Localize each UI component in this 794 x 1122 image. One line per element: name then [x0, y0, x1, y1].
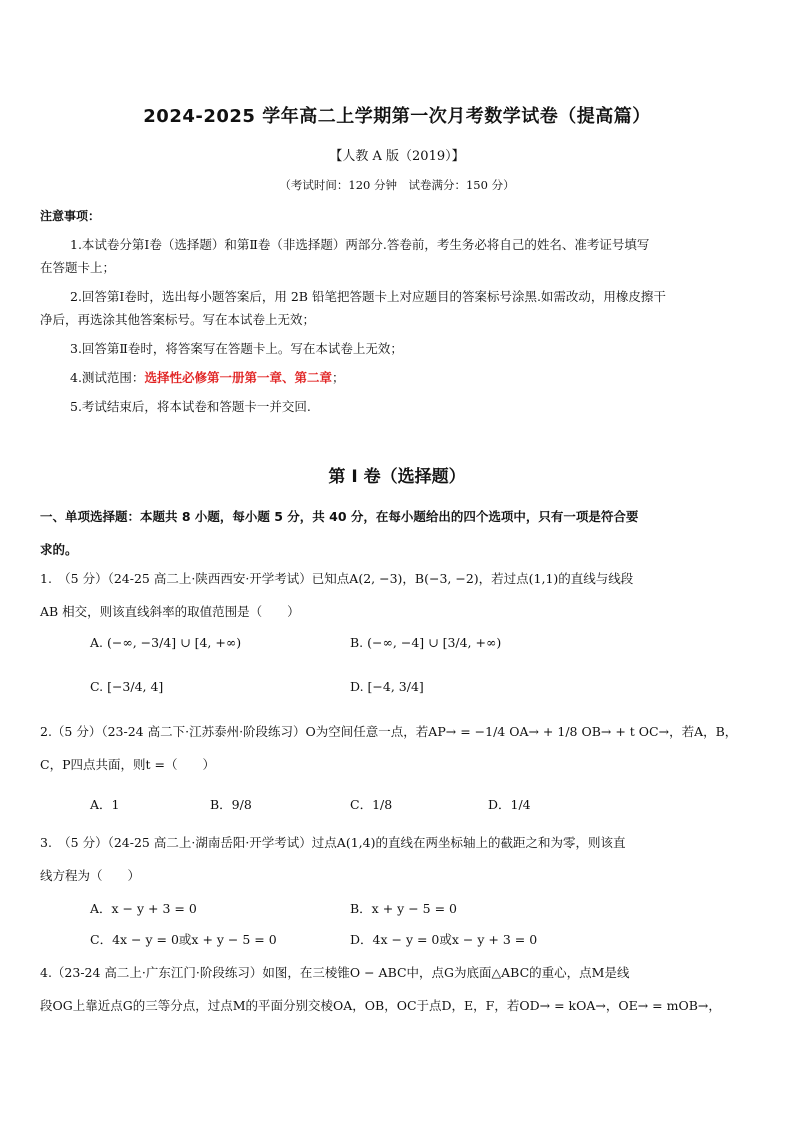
- question-4-line-2: 段OG上靠近点G的三等分点，过点M的平面分别交棱OA，OB，OC于点D，E，F，若OD→ = kOA→，OE→ = mOB→，: [40, 998, 721, 1013]
- question-1-option-b[interactable]: B. (−∞, −4] ∪ [3/4, +∞): [350, 635, 502, 650]
- question-1-line-2: AB 相交，则该直线斜率的取值范围是（ ）: [40, 604, 300, 619]
- question-1-options-row-2: [90, 679, 730, 707]
- notice-item-2: 2.回答第Ⅰ卷时，选出每小题答案后，用 2B 铅笔把答题卡上对应题目的答案标号涂黑.如需改动，用橡皮擦干: [70, 289, 666, 304]
- notice-item-4-suffix: ；: [331, 370, 345, 385]
- question-1-option-a[interactable]: A. (−∞, −3/4] ∪ [4, +∞): [90, 635, 242, 650]
- question-3-option-b[interactable]: B．x + y − 5 = 0: [350, 901, 457, 916]
- question-3-line-2: 线方程为（ ）: [40, 868, 141, 883]
- part-heading-line-1: 一、单项选择题：本题共 8 小题，每小题 5 分，共 40 分，在每小题给出的四个选项中，只有一项是符合要: [40, 509, 639, 524]
- question-3-option-c[interactable]: C．4x − y = 0或x + y − 5 = 0: [90, 932, 277, 947]
- question-3-option-d[interactable]: D．4x − y = 0或x − y + 3 = 0: [350, 932, 538, 947]
- notice-item-1-cont: 在答题卡上；: [40, 260, 116, 275]
- notice-item-5: 5.考试结束后，将本试卷和答题卡一并交回.: [70, 399, 311, 414]
- notice-item-3: 3.回答第Ⅱ卷时，将答案写在答题卡上。写在本试卷上无效；: [70, 341, 403, 356]
- question-1-option-c[interactable]: C. [−3/4, 4]: [90, 679, 164, 694]
- part-heading: [40, 500, 760, 566]
- notice-item-1: 1.本试卷分第Ⅰ卷（选择题）和第Ⅱ卷（非选择题）两部分.答卷前，考生务必将自己的姓名、准考证号填写: [70, 237, 650, 252]
- question-2-options: [90, 795, 730, 823]
- question-3-line-1: 3. （5 分）（24-25 高二上·湖南岳阳·开学考试）过点A(1,4)的直线在两坐标轴上的截距之和为零，则该直: [40, 835, 626, 850]
- question-3-options-row-1: [90, 899, 730, 927]
- question-2-option-d[interactable]: D．1/4: [488, 797, 531, 812]
- question-4: [40, 956, 760, 1022]
- question-1-option-d[interactable]: D. [−4, 3/4]: [350, 679, 424, 694]
- notice-item-4: [40, 368, 760, 388]
- question-1: [40, 562, 760, 628]
- notice-item-2-cont: 净后，再选涂其他答案标号。写在本试卷上无效；: [40, 312, 316, 327]
- question-3-option-a[interactable]: A．x − y + 3 = 0: [90, 901, 197, 916]
- question-2-option-c[interactable]: C．1/8: [350, 797, 393, 812]
- exam-info: （考试时间：120 分钟 试卷满分：150 分）: [279, 178, 515, 192]
- notice-item-4-prefix: 4.测试范围：: [70, 370, 145, 385]
- question-4-line-1: 4.（23-24 高二上·广东江门·阶段练习）如图，在三棱锥O − ABC中，点G为底面△ABC的重心，点M是线: [40, 965, 630, 980]
- edition-label: 【人教 A 版（2019）】: [329, 149, 465, 164]
- question-2-line-1: 2.（5 分）（23-24 高二下·江苏泰州·阶段练习）O为空间任意一点，若AP→ = −1/4 OA→ + 1/8 OB→ + t OC→，若A，B，: [40, 724, 738, 739]
- question-3-options-row-2: [90, 930, 730, 958]
- test-range: 选择性必修第一册第一章、第二章: [144, 370, 332, 385]
- question-2-line-2: C，P四点共面，则t =（ ）: [40, 757, 215, 772]
- question-3: [40, 826, 760, 892]
- question-2-option-b[interactable]: B．9/8: [210, 797, 252, 812]
- section-title: 第 I 卷（选择题）: [328, 467, 466, 487]
- question-2: [40, 715, 760, 781]
- exam-title: 2024-2025 学年高二上学期第一次月考数学试卷（提高篇）: [143, 106, 651, 127]
- part-heading-line-2: 求的。: [40, 542, 78, 557]
- notice-block: [40, 206, 760, 417]
- question-1-line-1: 1. （5 分）（24-25 高二上·陕西西安·开学考试）已知点A(2, −3)，B(−3, −2)，若过点(1,1)的直线与线段: [40, 571, 634, 586]
- notice-heading: 注意事项：: [40, 209, 101, 223]
- question-1-options-row-1: [90, 635, 730, 663]
- question-2-option-a[interactable]: A．1: [90, 797, 120, 812]
